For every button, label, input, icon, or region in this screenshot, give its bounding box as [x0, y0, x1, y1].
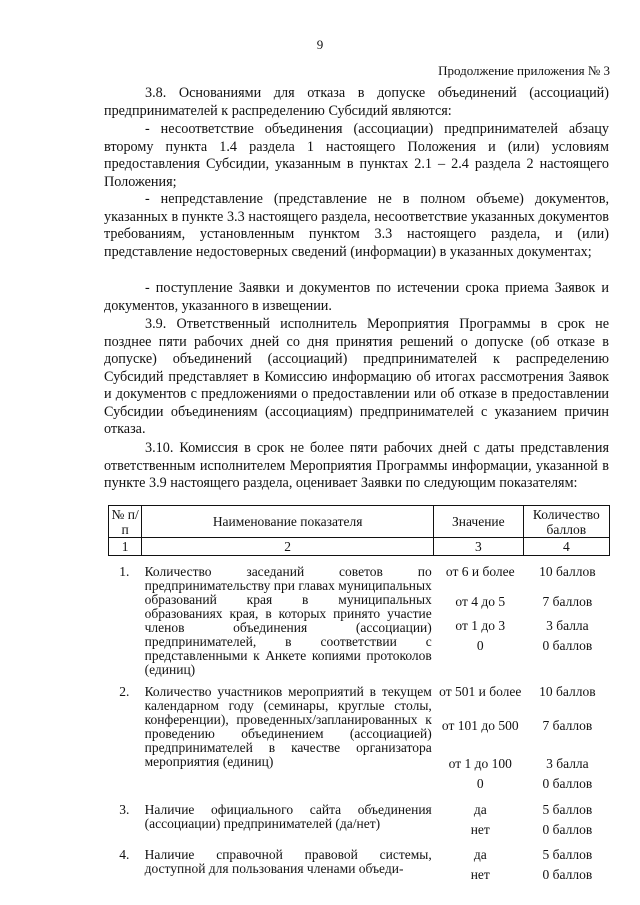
column-number-3: 3 — [433, 538, 523, 556]
paragraph-bullet-1: - несоответствие объединения (ассоциации) предпринимателей абзацу второму пункта 1.4 раздела 1 настоящего Положения и (или) условиям предоставления Субсидии, указанным в пунктах 2.1 – 2.4 раздела 2 настоящего Положения; — [104, 121, 609, 190]
option-value: 0 — [476, 638, 484, 653]
option-value: да — [473, 847, 487, 862]
table-row — [108, 803, 610, 843]
option-value: нет — [470, 822, 490, 837]
criteria-table-header — [108, 505, 610, 556]
option-value: от 501 и более — [439, 684, 522, 699]
row-num: 3. — [119, 802, 130, 817]
option-points: 0 баллов — [542, 822, 593, 837]
row-values — [436, 803, 525, 843]
column-number-4: 4 — [523, 538, 609, 556]
column-number-1: 1 — [109, 538, 142, 556]
option-value: от 101 до 500 — [441, 718, 519, 733]
header-value: Значение — [433, 506, 523, 538]
option-points: 3 балла — [546, 618, 589, 633]
row-num: 2. — [119, 684, 130, 699]
row-values — [436, 848, 525, 888]
option-points: 0 баллов — [542, 638, 593, 653]
header-num: № п/п — [109, 506, 142, 538]
row-num: 1. — [119, 564, 130, 579]
row-name: Количество участников мероприятий в текущем календарном году (семинары, круглые столы, конференции), проведенных/запланированных к проведению объединением (ассоциацией) предпринимателей в качестве организатора мероприятия (единиц) — [144, 684, 432, 769]
option-points: 3 балла — [546, 756, 589, 771]
option-value: от 4 до 5 — [455, 594, 506, 609]
option-points: 7 баллов — [542, 718, 593, 733]
option-points: 5 баллов — [542, 847, 593, 862]
criteria-table-body — [108, 565, 610, 888]
header-points: Количество баллов — [523, 506, 609, 538]
option-points: 0 баллов — [542, 776, 593, 791]
option-value: от 1 до 3 — [455, 618, 506, 633]
page-number: 9 — [316, 37, 324, 52]
row-points — [525, 803, 610, 843]
row-name: Количество заседаний советов по предпринимательству при главах муниципальных образований края в муниципальных образованиях края, в которых принято участие членов объединения (ассоциации) предпринимателей, в соответствии с представленными к Анкете копиями протоколов (единиц) — [144, 564, 432, 677]
option-value: нет — [470, 867, 490, 882]
option-value: да — [473, 802, 487, 817]
column-number-2: 2 — [142, 538, 434, 556]
paragraph-3-10: 3.10. Комиссия в срок не более пяти рабочих дней с даты представления ответственным исполнителем Мероприятия Программы информации, указанной в пункте 3.9 настоящего раздела, оценивает Заявки по следующим показателям: — [104, 440, 609, 491]
appendix-label: Продолжение приложения № 3 — [438, 63, 610, 78]
paragraph-bullet-3: - поступление Заявки и документов по истечении срока приема Заявок и документов, указанного в извещении. — [104, 280, 609, 314]
option-points: 5 баллов — [542, 802, 593, 817]
row-points — [525, 565, 610, 677]
table-row — [108, 848, 610, 888]
paragraph-3-8: 3.8. Основаниями для отказа в допуске объединений (ассоциаций) предпринимателей к распределению Субсидий являются: — [104, 85, 609, 119]
option-value: от 1 до 100 — [448, 756, 512, 771]
option-value: от 6 и более — [445, 564, 515, 579]
table-row — [108, 685, 610, 797]
row-name: Наличие официального сайта объединения (ассоциации) предпринимателей (да/нет) — [144, 802, 432, 831]
table-row — [108, 565, 610, 677]
option-points: 0 баллов — [542, 867, 593, 882]
row-points — [525, 685, 610, 797]
header-name: Наименование показателя — [142, 506, 434, 538]
option-points: 7 баллов — [542, 594, 593, 609]
paragraph-bullet-2: - непредставление (представление не в полном объеме) документов, указанных в пункте 3.3 настоящего раздела, несоответствие указанных документов требованиям, установленным пунктом 3.3 настоящего раздела, и (или) представление недостоверных сведений (информации) в указанных документах; — [104, 191, 609, 260]
row-name: Наличие справочной правовой системы, доступной для пользования членами объеди- — [144, 847, 432, 876]
row-points — [525, 848, 610, 888]
row-values — [436, 565, 525, 677]
option-value: 0 — [476, 776, 484, 791]
row-num: 4. — [119, 847, 130, 862]
paragraph-3-9: 3.9. Ответственный исполнитель Мероприятия Программы в срок не позднее пяти рабочих дней со дня принятия решений о допуске (об отказе в допуске) объединений (ассоциаций) предпринимателей к распределению Субсидий представляет в Комиссию информацию об итогах рассмотрения Заявок и документов с предложениями о предоставлении или об отказе в предоставлении Субсидии объединениям (ассоциациям) предпринимателей с указанием причин отказа. — [104, 316, 609, 437]
option-points: 10 баллов — [539, 564, 596, 579]
row-values — [436, 685, 525, 797]
option-points: 10 баллов — [539, 684, 596, 699]
